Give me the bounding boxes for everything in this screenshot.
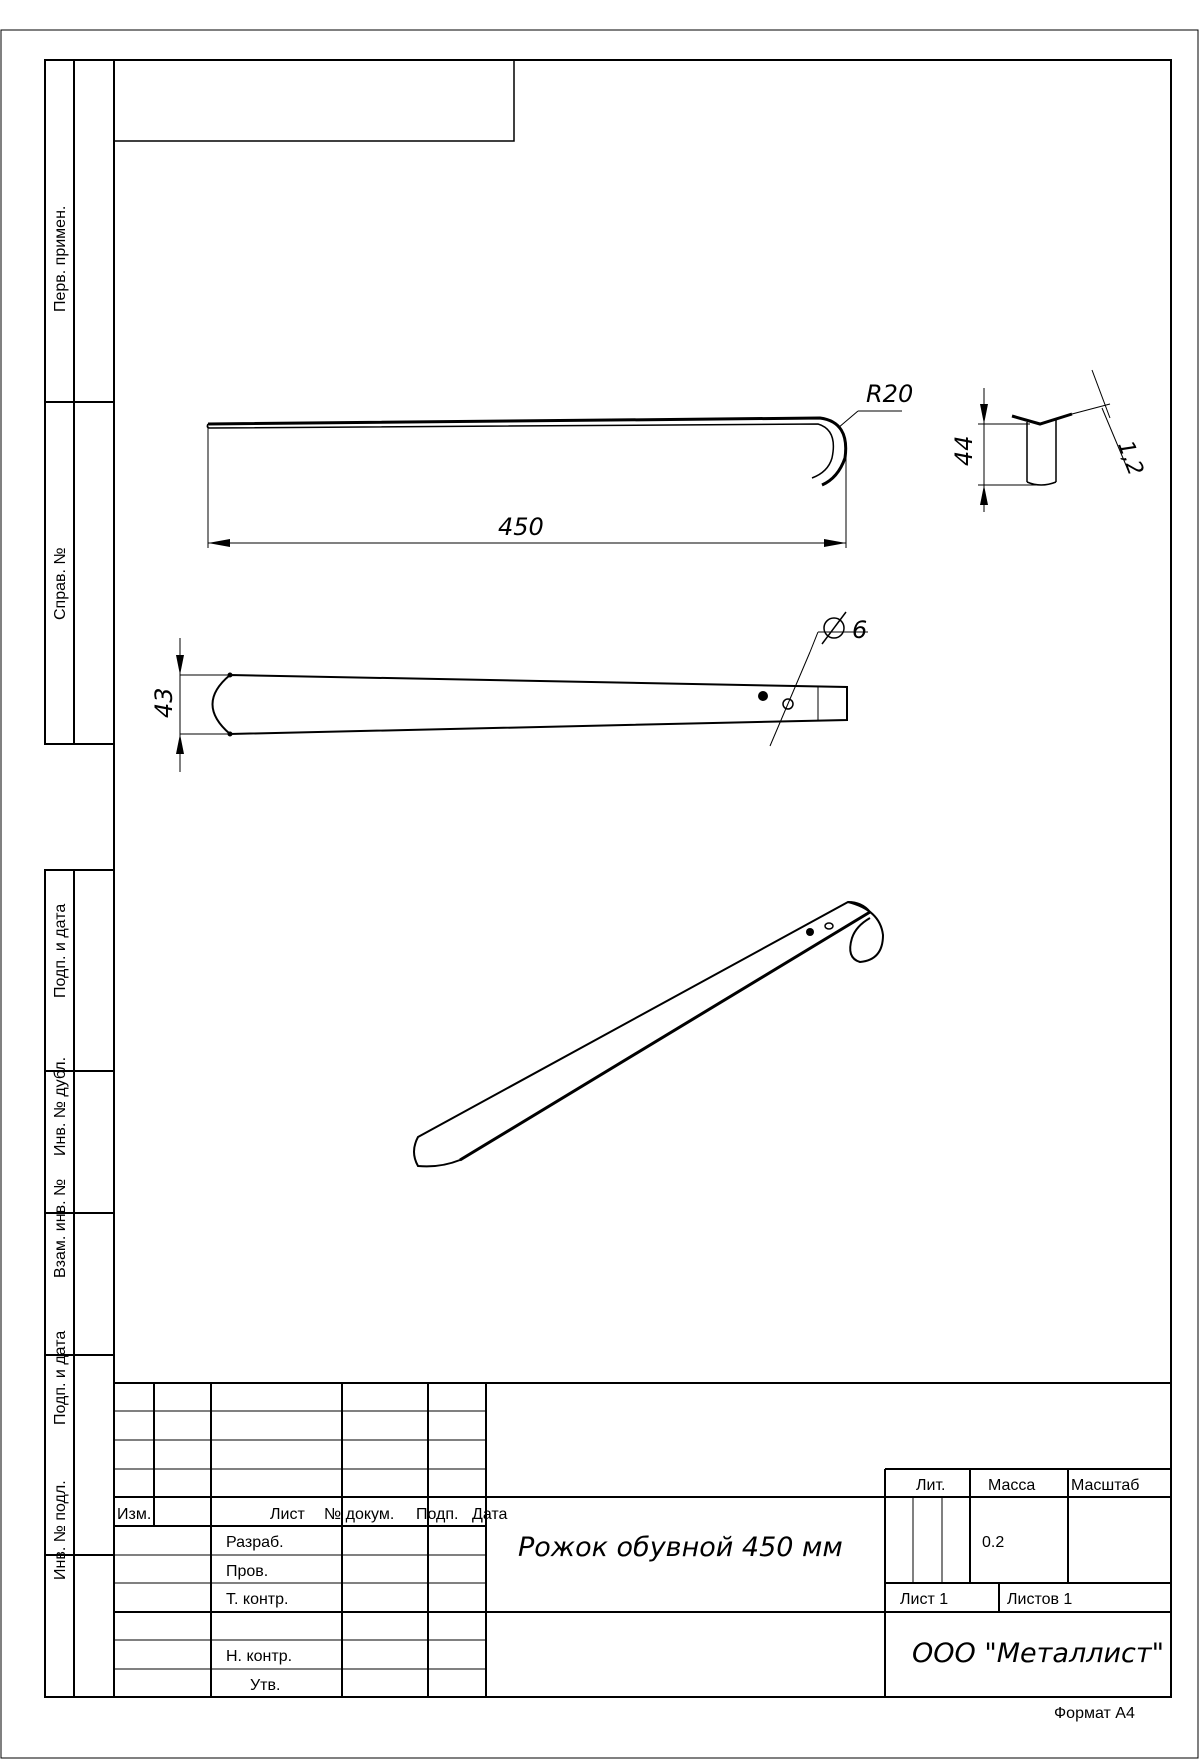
tb-list: Лист	[270, 1506, 305, 1523]
top-view	[176, 612, 868, 772]
outer-frame	[1, 30, 1198, 1758]
label-inv-podl: Инв. № подл.	[52, 1480, 69, 1580]
tb-utv: Утв.	[250, 1677, 281, 1694]
tb-sheets: Листов 1	[1007, 1591, 1073, 1608]
company-name: ООО "Металлист"	[912, 1638, 1164, 1669]
side-view	[207, 411, 902, 548]
dim-thickness-label: 1,2	[1112, 437, 1148, 479]
iso-outline	[414, 902, 870, 1166]
tb-lit: Лит.	[916, 1477, 946, 1494]
top-left-box	[114, 60, 514, 141]
top-view-outline	[213, 675, 848, 734]
tb-razrab: Разраб.	[226, 1534, 284, 1551]
tb-izm: Изм.	[117, 1506, 152, 1523]
hole-solid	[758, 691, 768, 701]
end-view	[978, 370, 1128, 512]
tb-massa: Масса	[988, 1477, 1036, 1494]
dim-height-label: 44	[950, 435, 978, 466]
document-title: Рожок обувной 450 мм	[518, 1532, 843, 1563]
drawing-frame	[114, 60, 1171, 1697]
end-view-profile	[1012, 414, 1072, 424]
tb-podp: Подп.	[416, 1506, 459, 1523]
tb-t-kontr: Т. контр.	[226, 1591, 289, 1608]
tb-data: Дата	[472, 1506, 508, 1523]
label-perv-primen: Перв. примен.	[52, 205, 69, 312]
side-view-lip	[207, 424, 833, 478]
label-podp-data-2: Подп. и дата	[52, 1330, 69, 1425]
tb-n-kontr: Н. контр.	[226, 1648, 293, 1665]
dim-length-label: 450	[498, 513, 544, 541]
label-sprav: Справ. №	[52, 547, 69, 620]
tb-dokum: № докум.	[324, 1506, 395, 1523]
label-inv-dubl: Инв. № дубл.	[52, 1056, 69, 1156]
tb-mass-value: 0.2	[982, 1534, 1005, 1551]
dim-hole-label: 6	[852, 616, 868, 644]
dim-radius-label: R20	[866, 380, 914, 408]
iso-hook	[848, 902, 883, 962]
radius-leader	[838, 411, 858, 428]
dim-width-label: 43	[150, 687, 178, 718]
label-vzam-inv: Взам. инв. №	[52, 1178, 69, 1278]
tb-prov: Пров.	[226, 1563, 269, 1580]
tb-sheet: Лист 1	[900, 1591, 949, 1608]
label-podp-data-1: Подп. и дата	[52, 903, 69, 998]
left-strip-upper	[45, 60, 114, 744]
hole-leader	[770, 652, 810, 746]
tb-masshtab: Масштаб	[1071, 1477, 1140, 1494]
isometric-view	[414, 902, 883, 1166]
format-label: Формат А4	[1054, 1705, 1135, 1722]
